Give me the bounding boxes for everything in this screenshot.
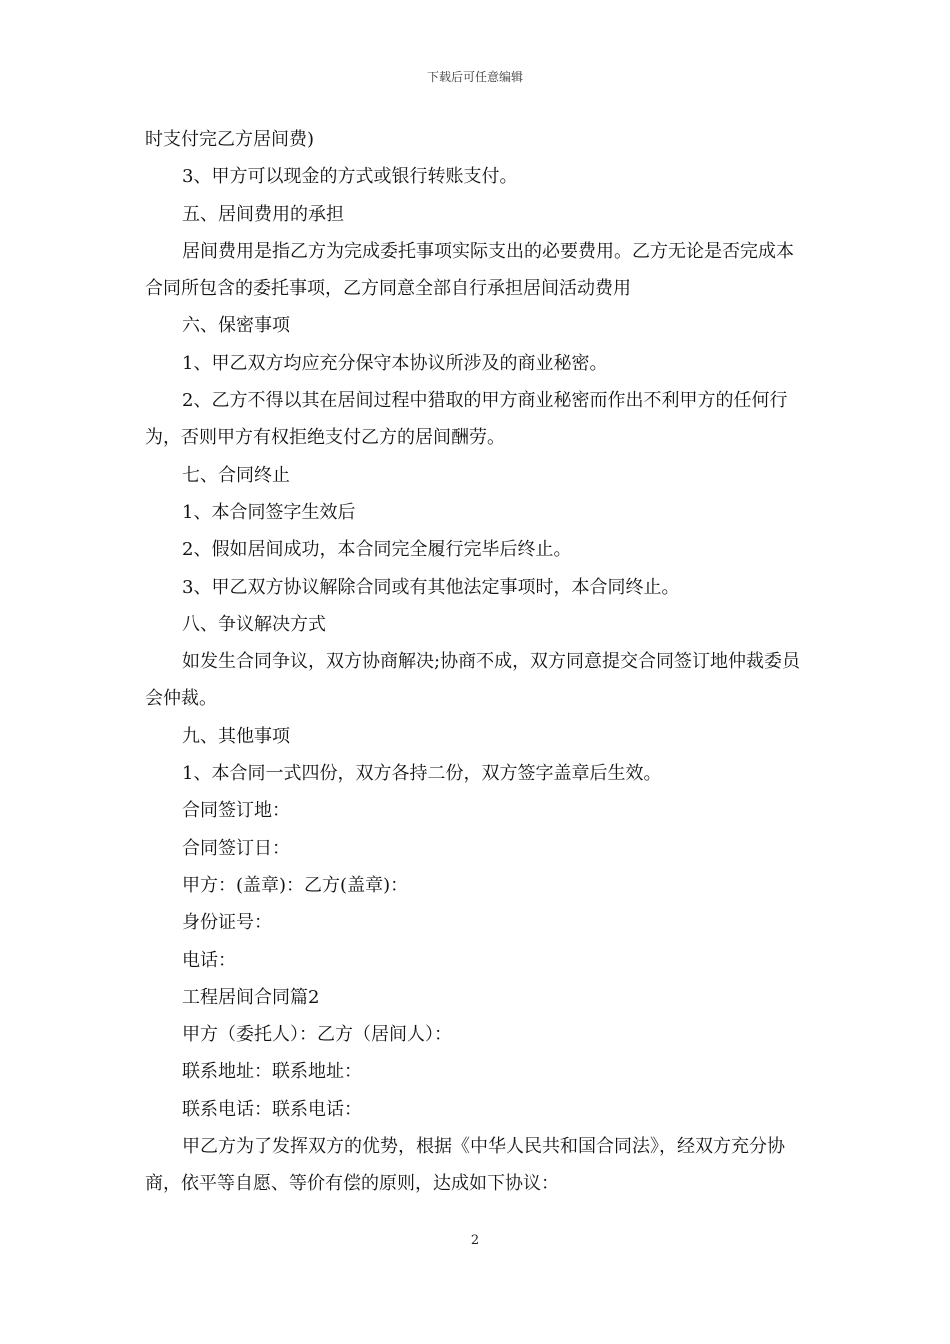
form-line-signing-date: 合同签订日： <box>182 837 290 859</box>
page-header: 下载后可任意编辑 <box>426 70 523 84</box>
form-line-id-number: 身份证号： <box>182 912 272 934</box>
paragraph: 3、甲乙双方协议解除合同或有其他法定事项时，本合同终止。 <box>182 576 680 598</box>
form-line-contact-phone: 联系电话：联系电话： <box>182 1098 362 1120</box>
paragraph: 1、本合同一式四份，双方各持二份，双方签字盖章后生效。 <box>182 763 662 785</box>
form-line-phone: 电话： <box>182 949 236 971</box>
paragraph: 如发生合同争议，双方协商解决;协商不成，双方同意提交合同签订地仲裁委员会仲裁。 <box>145 651 801 710</box>
paragraph: 2、乙方不得以其在居间过程中猎取的甲方商业秘密而作出不利甲方的任何行为，否则甲方有权拒绝支付乙方的居间酬劳。 <box>145 390 788 449</box>
paragraph: 1、甲乙双方均应充分保守本协议所涉及的商业秘密。 <box>182 352 608 374</box>
form-line-address: 联系地址：联系地址： <box>182 1061 362 1083</box>
paragraph: 1、本合同签字生效后 <box>182 501 356 523</box>
paragraph: 时支付完乙方居间费) <box>145 129 315 150</box>
paragraph: 居间费用是指乙方为完成委托事项实际支出的必要费用。乙方无论是否完成本合同所包含的委托事项，乙方同意全部自行承担居间活动费用 <box>145 240 794 300</box>
paragraph: 3、甲方可以现金的方式或银行转账支付。 <box>182 166 518 188</box>
paragraph: 2、假如居间成功，本合同完全履行完毕后终止。 <box>182 539 572 561</box>
section-heading: 九、其他事项 <box>182 725 290 747</box>
section-heading: 六、保密事项 <box>182 315 290 337</box>
form-line-parties: 甲方（委托人）：乙方（居间人）： <box>182 1024 452 1046</box>
form-line-party-seals: 甲方：(盖章)：乙方(盖章)： <box>182 874 409 896</box>
section-heading: 七、合同终止 <box>182 464 290 486</box>
section-heading: 五、居间费用的承担 <box>182 203 344 225</box>
section-heading: 八、争议解决方式 <box>182 613 326 635</box>
document-body <box>145 121 810 1203</box>
form-line-signing-place: 合同签订地： <box>182 800 290 822</box>
paragraph: 甲乙方为了发挥双方的优势，根据《中华人民共和国合同法》，经双方充分协商，依平等自愿、等价有偿的原则，达成如下协议： <box>145 1136 785 1195</box>
document-subtitle: 工程居间合同篇2 <box>182 986 320 1008</box>
page-number: 2 <box>470 1233 480 1248</box>
